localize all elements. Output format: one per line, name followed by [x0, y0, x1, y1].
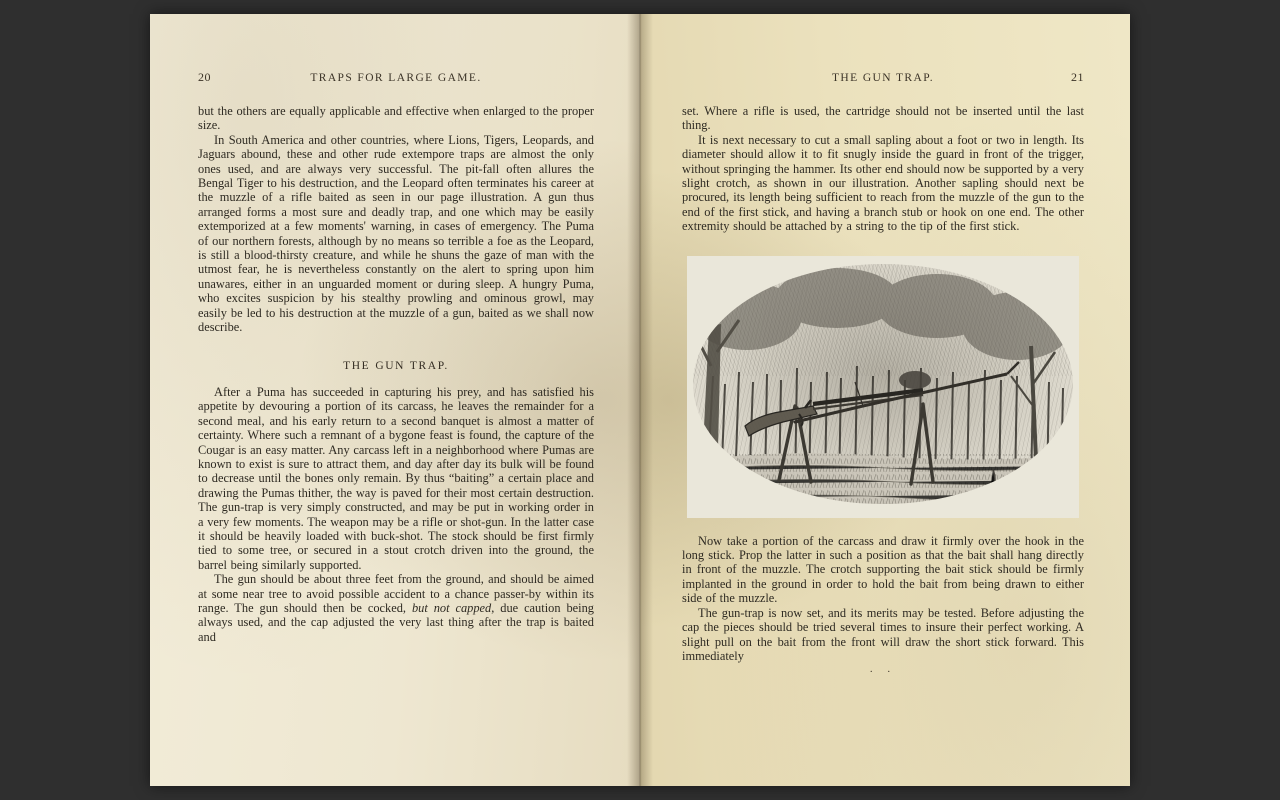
page-left-body: [198, 104, 594, 644]
page-right-body-bottom: [682, 534, 1084, 664]
page-left: [150, 14, 640, 786]
paragraph: set. Where a rifle is used, the cartridge should not be inserted until the last thing.: [682, 104, 1084, 133]
paragraph: In South America and other countries, where Lions, Tigers, Leopards, and Jaguars abound, these and other rude extempore traps are almost the only ones used, and are always very successful. The pit-fall often allures the Bengal Tiger to his destruction, and the Leopard often terminates his career at the muzzle of a rifle baited as seen in our page illustration. A gun thus arranged forms a most sure and deadly trap, and one which may be easily extemporized at a few moments' warning, in cases of emergency. The Puma of our northern forests, although by no means so terrible a foe as the Leopard, is still a blood-thirsty creature, and while he shuns the gaze of man with the utmost fear, he is nevertheless constantly on the alert to spring upon him unawares, either in an unguarded moment or during sleep. A hungry Puma, who excites suspicion by his stealthy prowling and ominous growl, may easily be led to his destruction at the muzzle of a gun, baited as we shall now describe.: [198, 132, 594, 335]
page-right-running-head: THE GUN TRAP.: [831, 72, 934, 84]
paragraph: After a Puma has succeeded in capturing his prey, and has satisfied his appetite by devouring a portion of its carcass, he leaves the remainder for a second meal, and his early return to a second banquet is almost a matter of certainty. Where such a remnant of a bygone feast is found, the capture of the Cougar is an easy matter. Any carcass left in a neighborhood where Pumas are known to exist is sure to attract them, and day after day its bulk will be found to decrease until the bones only remain. By thus “baiting” a certain place and drawing the Pumas thither, the way is paved for their most certain destruction. The gun-trap is very simply constructed, and may be put in working order in a very few moments. The weapon may be a rifle or shot-gun. In the latter case it should be heavily loaded with buck-shot. The stock should be first firmly tied to some tree, or secured in a stout crotch driven into the ground, the barrel being similarly supported.: [198, 384, 594, 572]
page-left-folio: 20: [198, 70, 211, 84]
engraving-svg: [687, 256, 1079, 518]
section-heading: THE GUN TRAP.: [343, 359, 449, 372]
paragraph: Now take a portion of the carcass and draw it firmly over the hook in the long stick. Prop the latter in such a position as that the bait shall hang directly in front of the muzzle. The crotch supporting the bait stick should be firmly implanted in the ground in order to hold the bait from being drawn to either side of the muzzle.: [682, 533, 1084, 606]
paragraph: The gun-trap is now set, and its merits may be tested. Before adjusting the cap the pieces should be tried several times to insure their perfect working. A slight pull on the bait from the front will draw the short stick forward. This immediately: [682, 605, 1084, 663]
page-left-running-head: TRAPS FOR LARGE GAME.: [310, 72, 482, 84]
page-left-header: [198, 70, 594, 86]
paragraph: but the others are equally applicable and effective when enlarged to the proper size.: [198, 104, 594, 133]
page-right-body-top: [682, 104, 1084, 234]
open-book: [150, 14, 1130, 786]
illustration-figure: [682, 256, 1084, 518]
paragraph: It is next necessary to cut a small sapling about a foot or two in length. Its diameter should allow it to fit snugly inside the guard in front of the trigger, without springing the hammer. Its other end should now be supported by a very slight crotch, as shown in our illustration. Another sapling should next be procured, its length being sufficient to reach from the muzzle of the gun to the end of the first stick, and having a branch stub or hook on one end. The other extremity should be attached by a string to the tip of the first stick.: [682, 132, 1084, 234]
page-right-header: [682, 70, 1084, 86]
page-right-footer-marks: . .: [869, 663, 897, 676]
gun-trap-engraving: [687, 256, 1079, 518]
page-right-folio: 21: [1071, 70, 1084, 84]
paragraph-lead: The gun should be about three feet from the ground, and should be aimed at some near tree to avoid possible accident to a chance passer-by within its range. The gun should then be cocked,: [198, 572, 594, 615]
italic-phrase: but not capped: [411, 601, 492, 615]
paragraph-tail: , due caution being always used, and the cap adjusted the very last thing after the trap is baited and: [198, 601, 594, 644]
page-right: [640, 14, 1130, 786]
paragraph-with-italic: [198, 572, 594, 644]
